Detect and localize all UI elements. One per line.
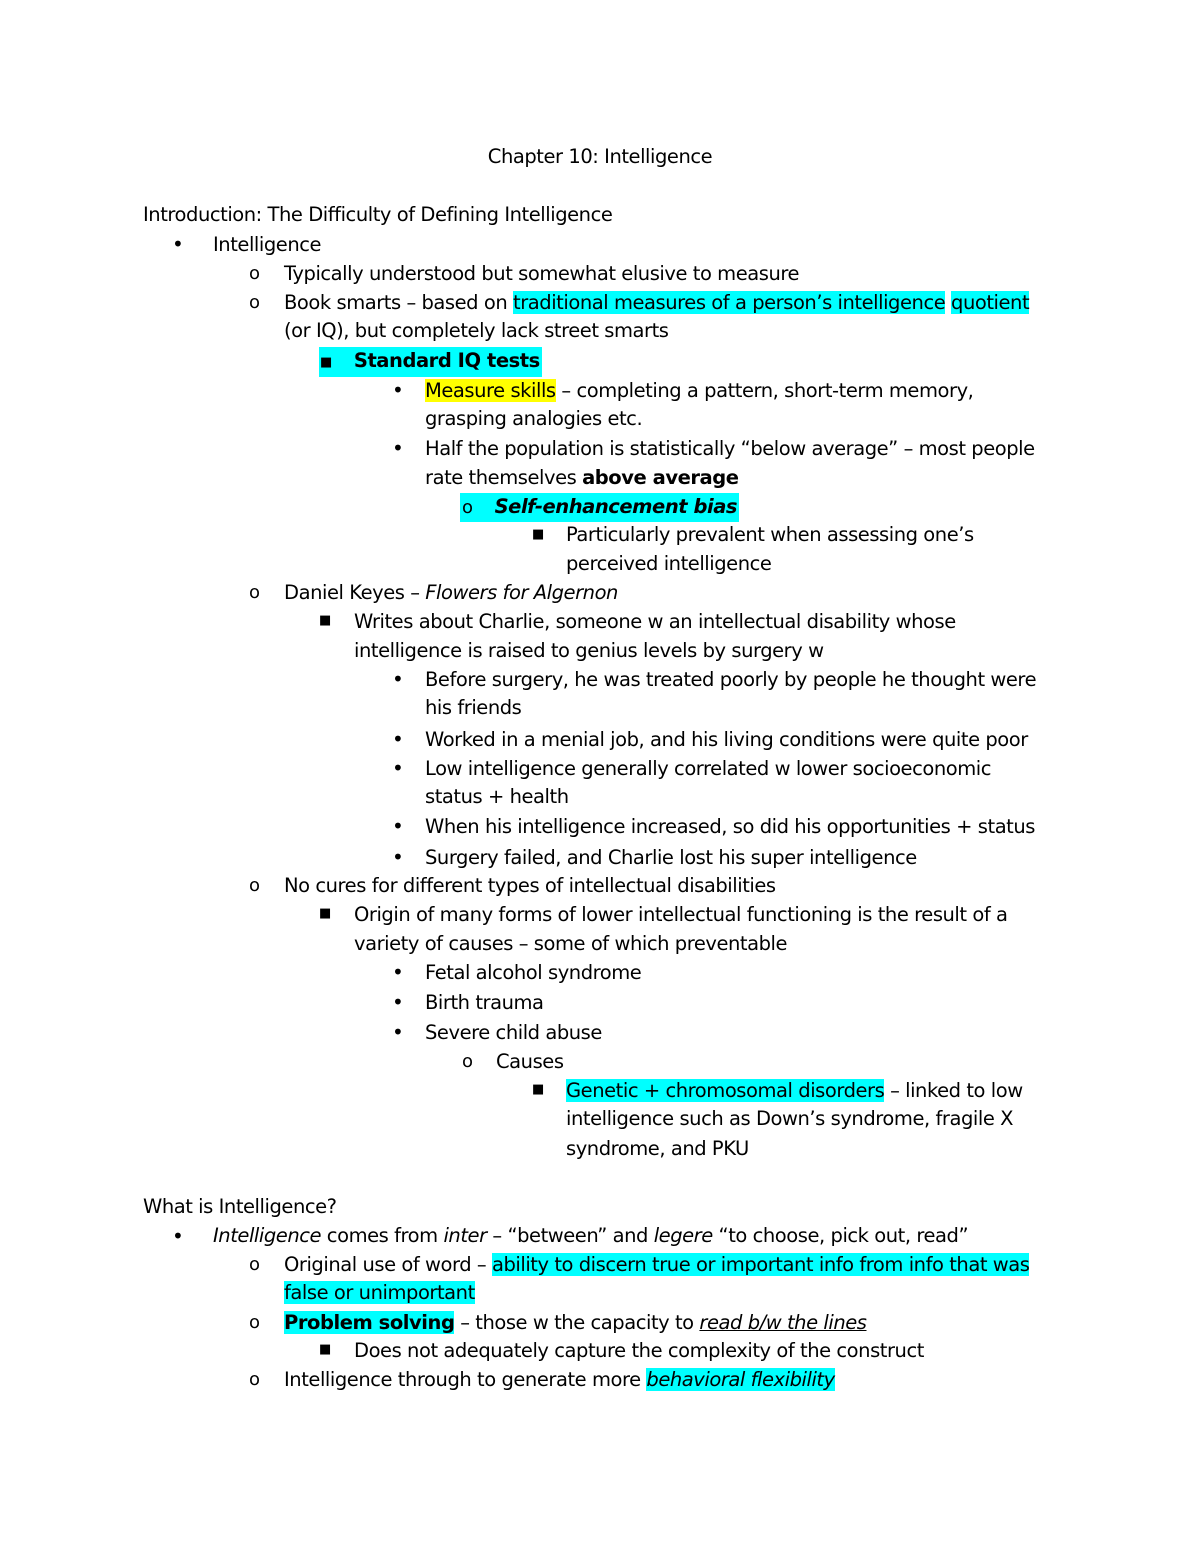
bullet-disc-icon: • (392, 436, 404, 460)
list-item: No cures for different types of intellectual disabilities (284, 874, 776, 897)
bullet-square-icon: ■ (532, 527, 545, 542)
list-item-continuation (425, 464, 739, 492)
highlight-cyan: behavioral flexibility (646, 1368, 835, 1391)
highlight-cyan: quotient (951, 291, 1030, 314)
list-item-continuation: intelligence such as Down’s syndrome, fragile X (566, 1107, 1014, 1130)
bullet-disc-icon: • (392, 845, 404, 869)
text-run: “to choose, pick out, read” (712, 1224, 969, 1247)
section-heading-what-is-intelligence: What is Intelligence? (143, 1195, 337, 1218)
bullet-circle-icon: o (462, 497, 473, 518)
highlight-cyan: Problem solving (284, 1311, 455, 1334)
text-run: Flowers for Algernon (425, 581, 618, 604)
bullet-disc-icon: • (392, 814, 404, 838)
bullet-square-icon: ■ (320, 355, 332, 370)
text-run: Intelligence (213, 1224, 322, 1247)
bullet-circle-icon: o (249, 1369, 261, 1390)
list-item (284, 1309, 867, 1337)
bullet-circle-icon: o (249, 582, 261, 603)
list-item (566, 1077, 1023, 1105)
text-run: Daniel Keyes – (284, 581, 426, 604)
highlight-cyan: false or unimportant (284, 1281, 475, 1304)
list-item: Surgery failed, and Charlie lost his super intelligence (425, 846, 917, 869)
page-title: Chapter 10: Intelligence (487, 145, 713, 168)
list-item-continuation: perceived intelligence (566, 552, 772, 575)
bullet-disc-icon: • (172, 232, 184, 256)
list-item (284, 1366, 835, 1394)
list-item: Fetal alcohol syndrome (425, 961, 642, 984)
highlight-cyan: traditional measures of a person’s intelligence (513, 291, 946, 314)
list-item: Typically understood but somewhat elusive to measure (284, 262, 800, 285)
highlight-cyan: Genetic + chromosomal disorders (566, 1079, 885, 1102)
list-item (284, 1251, 1029, 1279)
list-item-continuation: variety of causes – some of which preventable (354, 932, 788, 955)
bullet-disc-icon: • (392, 756, 404, 780)
text-run: inter (443, 1224, 487, 1247)
list-item: Low intelligence generally correlated w lower socioeconomic (425, 757, 992, 780)
bullet-circle-icon: o (249, 1312, 261, 1333)
text-run: rate themselves (425, 466, 583, 489)
list-item: Half the population is statistically “below average” – most people (425, 437, 1035, 460)
bullet-disc-icon: • (172, 1224, 184, 1248)
list-item: Before surgery, he was treated poorly by people he thought were (425, 668, 1037, 691)
list-item-continuation: (or IQ), but completely lack street smarts (284, 319, 669, 342)
list-item (284, 289, 1029, 317)
highlight-cyan (460, 493, 739, 522)
list-item: Intelligence (213, 233, 322, 256)
list-item: Origin of many forms of lower intellectual functioning is the result of a (354, 903, 1008, 926)
list-item: Does not adequately capture the complexity of the construct (354, 1339, 924, 1362)
list-item: When his intelligence increased, so did his opportunities + status (425, 815, 1036, 838)
text-run: Book smarts – based on (284, 291, 514, 314)
bullet-square-icon: ■ (319, 906, 332, 921)
list-item-continuation: syndrome, and PKU (566, 1137, 749, 1160)
list-item-continuation: status + health (425, 785, 569, 808)
list-item (425, 377, 973, 405)
list-item: Particularly prevalent when assessing one’s (566, 523, 974, 546)
bullet-square-icon: ■ (319, 1342, 332, 1357)
list-item: Severe child abuse (425, 1021, 602, 1044)
bullet-circle-icon: o (249, 1254, 261, 1275)
bullet-disc-icon: • (392, 667, 404, 691)
text-run: Original use of word – (284, 1253, 492, 1276)
list-item (213, 1222, 968, 1250)
bullet-circle-icon: o (249, 875, 261, 896)
list-item: Birth trauma (425, 991, 544, 1014)
list-item-continuation: grasping analogies etc. (425, 407, 643, 430)
bullet-disc-icon: • (392, 378, 404, 402)
bullet-square-icon: ■ (532, 1082, 545, 1097)
list-item: Causes (496, 1050, 564, 1073)
bullet-disc-icon: • (392, 1020, 404, 1044)
list-item-continuation (284, 1279, 475, 1307)
bullet-square-icon: ■ (319, 613, 332, 628)
text-run: read b/w the lines (699, 1311, 867, 1334)
bullet-circle-icon: o (462, 1051, 474, 1072)
bullet-circle-icon: o (249, 263, 261, 284)
bullet-disc-icon: • (392, 990, 404, 1014)
text-run: legere (653, 1224, 713, 1247)
list-item: Worked in a menial job, and his living conditions were quite poor (425, 728, 1028, 751)
list-item-continuation: intelligence is raised to genius levels by surgery w (354, 639, 824, 662)
highlight-yellow: Measure skills (425, 379, 556, 402)
list-item: Writes about Charlie, someone w an intellectual disability whose (354, 610, 956, 633)
bullet-disc-icon: • (392, 727, 404, 751)
highlight-cyan (319, 347, 542, 377)
bullet-circle-icon: o (249, 292, 261, 313)
text-run: – those w the capacity to (454, 1311, 700, 1334)
text-run: Self-enhancement bias (494, 495, 738, 518)
text-run: – completing a pattern, short-term memory, (555, 379, 974, 402)
text-run: above average (582, 466, 739, 489)
bullet-disc-icon: • (392, 960, 404, 984)
section-heading-introduction: Introduction: The Difficulty of Defining Intelligence (143, 203, 613, 226)
list-item (284, 579, 618, 607)
text-run: – “between” and (486, 1224, 654, 1247)
text-run: Standard IQ tests (353, 349, 540, 372)
highlight-cyan: ability to discern true or important info from info that was (491, 1253, 1030, 1276)
text-run: Intelligence through to generate more (284, 1368, 647, 1391)
text-run: – linked to low (884, 1079, 1023, 1102)
text-run: comes from (321, 1224, 444, 1247)
list-item-continuation: his friends (425, 696, 522, 719)
